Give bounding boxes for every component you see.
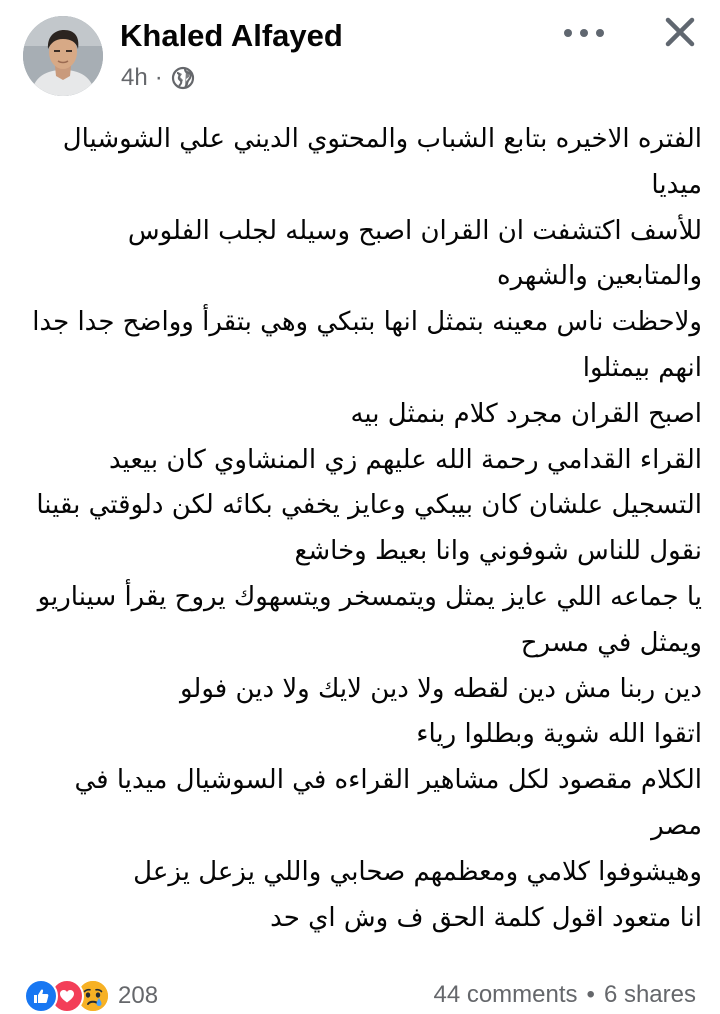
avatar-photo-icon [23,16,103,96]
reactions-summary[interactable] [24,978,158,1014]
globe-icon [171,66,195,90]
post-header [0,0,720,110]
comments-count-link[interactable]: 44 comments [433,981,578,1008]
shares-count-link[interactable]: 6 shares [603,981,696,1008]
like-icon [24,979,58,1013]
more-horizontal-icon[interactable] [561,20,607,46]
close-icon[interactable] [660,12,700,52]
avatar[interactable] [23,16,103,96]
post-time[interactable]: 4h [121,64,148,91]
engagement-summary [433,981,696,1009]
author-name[interactable]: Khaled Alfayed [120,18,343,53]
meta-separator: · [154,64,163,91]
post-text: الفتره الاخيره بتابع الشباب والمحتوي الديني علي الشوشيال ميديا للأسف اكتشفت ان القران اصبح وسيله لجلب الفلوس والمتابعين والشهره ولاحظت ناس معينه بتمثل انها بتبكي وهي بتقرأ وواضح جدا جدا انهم بيمثلوا اصبح القران مجرد كلام بنمثل بيه القراء القدامي رحمة الله عليهم زي المنشاوي كان بيعيد التسجيل علشان كان بيبكي وعايز يخفي بكائه لكن دلوقتي بقينا نقول للناس شوفوني وانا بعيط وخاشع يا جماعه اللي عايز يمثل ويتمسخر ويتسهوك يروح يقرأ سيناريو ويمثل في مسرح دين ربنا مش دين لقطه ولا دين لايك ولا دين فولو اتقوا الله شوية وبطلوا رياء الكلام مقصود لكل مشاهير القراءه في السوشيال ميديا في مصر وهيشوفوا كلامي ومعظمهم صحابي واللي يزعل يزعل انا متعود اقول كلمة الحق ف وش اي حد [32,124,702,933]
post-meta [121,63,195,93]
reaction-count: 208 [118,982,159,1009]
engagement-separator: • [586,981,595,1008]
